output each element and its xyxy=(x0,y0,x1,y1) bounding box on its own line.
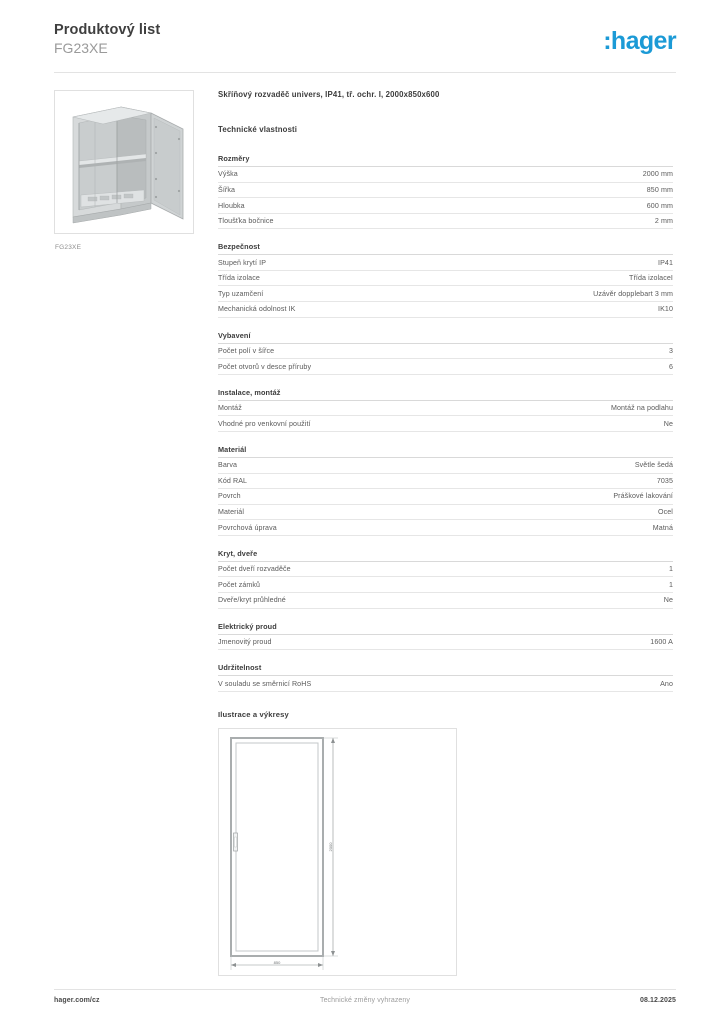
spec-value: 2000 mm xyxy=(642,170,673,179)
spec-label: Kód RAL xyxy=(218,476,248,485)
product-description: Skříňový rozvaděč univers, IP41, tř. ochr. I, 2000x850x600 xyxy=(218,90,440,99)
spec-label: Typ uzamčení xyxy=(218,289,264,298)
spec-row xyxy=(218,271,673,287)
spec-row xyxy=(218,577,673,593)
spec-value: Třída izolaceI xyxy=(629,274,673,283)
spec-row xyxy=(218,198,673,214)
spec-row xyxy=(218,286,673,302)
spec-label: Výška xyxy=(218,170,238,179)
specifications-content xyxy=(218,90,673,976)
spec-value: Ocel xyxy=(658,508,673,517)
footer-date: 08.12.2025 xyxy=(639,997,676,1004)
spec-value: Montáž na podlahu xyxy=(610,404,673,413)
footer-divider xyxy=(54,989,676,990)
spec-label: Hloubka xyxy=(218,201,245,210)
spec-group xyxy=(218,331,673,375)
spec-value: 1 xyxy=(668,565,673,574)
spec-value: Světle šedá xyxy=(634,461,673,470)
drawings-heading: Ilustrace a výkresy xyxy=(218,709,289,719)
technical-drawing xyxy=(218,728,457,976)
spec-label: Mechanická odolnost IK xyxy=(218,305,296,314)
spec-value: IK10 xyxy=(658,305,673,314)
spec-row xyxy=(218,167,673,183)
page-header xyxy=(54,22,676,70)
spec-value: 600 mm xyxy=(646,201,673,210)
spec-group-title: Rozměry xyxy=(218,154,673,167)
footer-disclaimer: Technické změny vyhrazeny xyxy=(319,997,411,1004)
spec-value: 1600 A xyxy=(650,637,673,646)
spec-row xyxy=(218,416,673,432)
spec-label: Povrch xyxy=(218,492,241,501)
spec-group xyxy=(218,242,673,317)
spec-value: 1 xyxy=(668,580,673,589)
spec-row xyxy=(218,520,673,536)
spec-group-title: Materiál xyxy=(218,445,673,458)
footer-website[interactable]: hager.com/cz xyxy=(54,997,100,1004)
spec-value: 2 mm xyxy=(654,217,673,226)
spec-row xyxy=(218,344,673,360)
spec-group xyxy=(218,388,673,432)
spec-label: Materiál xyxy=(218,508,245,517)
product-image xyxy=(54,90,194,234)
spec-value: 7035 xyxy=(656,476,673,485)
spec-row xyxy=(218,302,673,318)
spec-label: Třída izolace xyxy=(218,274,260,283)
spec-group-title: Instalace, montáž xyxy=(218,388,673,401)
spec-label: Šířka xyxy=(218,185,236,194)
spec-value: Matná xyxy=(652,523,673,532)
spec-value: 3 xyxy=(668,347,673,356)
spec-group xyxy=(218,622,673,651)
spec-row xyxy=(218,401,673,417)
spec-row xyxy=(218,635,673,651)
spec-row xyxy=(218,359,673,375)
spec-row xyxy=(218,489,673,505)
enclosure-photo-graphic xyxy=(55,91,191,231)
hager-logo: :hager xyxy=(603,27,676,55)
spec-row xyxy=(218,183,673,199)
spec-label: Počet zámků xyxy=(218,580,261,589)
cabinet-elevation-drawing xyxy=(219,729,454,973)
spec-groups xyxy=(218,154,673,692)
spec-group xyxy=(218,663,673,692)
spec-row xyxy=(218,458,673,474)
spec-label: Tloušťka bočnice xyxy=(218,217,274,226)
spec-label: Barva xyxy=(218,461,238,470)
spec-label: Počet polí v šířce xyxy=(218,347,275,356)
spec-label: Povrchová úprava xyxy=(218,523,277,532)
spec-value: 6 xyxy=(668,362,673,371)
spec-group-title: Kryt, dveře xyxy=(218,549,673,562)
height-dimension-label: 2000 xyxy=(328,842,333,852)
spec-value: Ne xyxy=(663,419,673,428)
spec-value: IP41 xyxy=(658,258,673,267)
spec-value: Ne xyxy=(663,596,673,605)
product-image-caption: FG23XE xyxy=(55,244,82,251)
header-divider xyxy=(54,72,676,73)
spec-label: Stupeň krytí IP xyxy=(218,258,267,267)
spec-value: 850 mm xyxy=(646,185,673,194)
spec-row xyxy=(218,474,673,490)
technical-properties-heading: Technické vlastnosti xyxy=(218,125,298,134)
spec-label: Počet dveří rozvaděče xyxy=(218,565,291,574)
title-block xyxy=(54,22,160,57)
spec-group-title: Vybavení xyxy=(218,331,673,344)
spec-label: Počet otvorů v desce příruby xyxy=(218,362,312,371)
product-reference: FG23XE xyxy=(54,40,108,56)
width-dimension-label: 850 xyxy=(273,959,281,965)
page-title: Produktový list xyxy=(54,22,161,38)
spec-row xyxy=(218,255,673,271)
spec-label: V souladu se směrnicí RoHS xyxy=(218,679,312,688)
spec-label: Vhodné pro venkovní použití xyxy=(218,419,311,428)
spec-group-title: Bezpečnost xyxy=(218,242,673,255)
spec-row xyxy=(218,505,673,521)
spec-label: Montáž xyxy=(218,404,242,413)
spec-row xyxy=(218,593,673,609)
page-footer xyxy=(54,997,676,1011)
spec-row xyxy=(218,676,673,692)
spec-row xyxy=(218,214,673,230)
spec-label: Jmenovitý proud xyxy=(218,637,272,646)
spec-group xyxy=(218,549,673,609)
spec-label: Dveře/kryt průhledné xyxy=(218,596,286,605)
spec-value: Ano xyxy=(660,679,673,688)
spec-row xyxy=(218,562,673,578)
spec-value: Práškové lakování xyxy=(613,492,673,501)
spec-group xyxy=(218,445,673,536)
spec-group xyxy=(218,154,673,229)
spec-group-title: Udržitelnost xyxy=(218,663,673,676)
spec-group-title: Elektrický proud xyxy=(218,622,673,635)
spec-value: Uzávěr dopplebart 3 mm xyxy=(593,289,673,298)
